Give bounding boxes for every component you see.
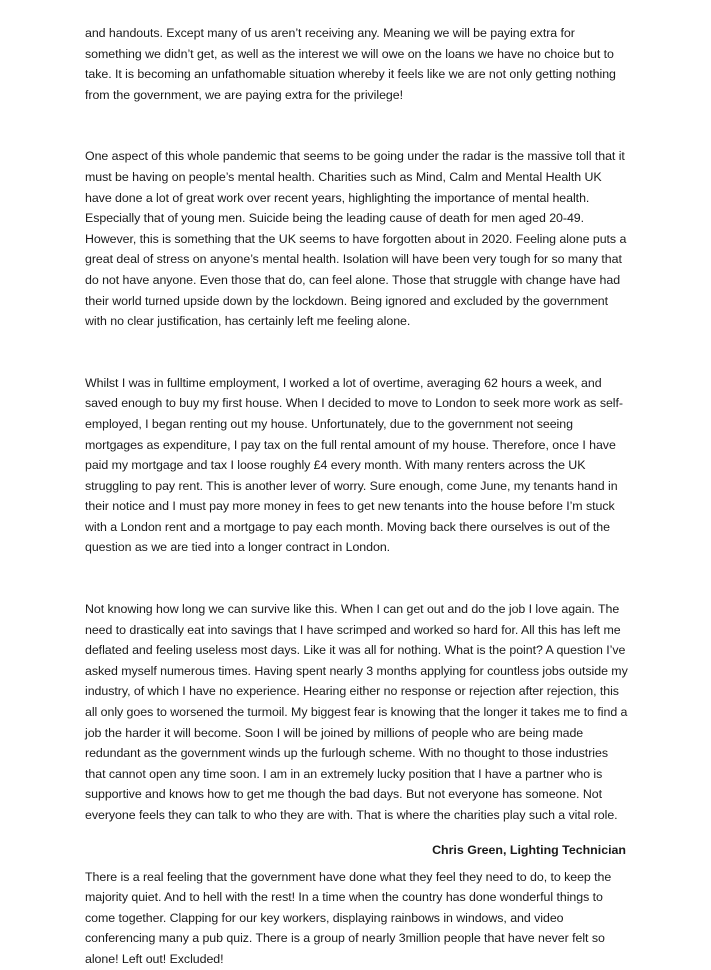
document-body xyxy=(85,23,630,970)
paragraph-handouts: and handouts. Except many of us aren’t receiving any. Meaning we will be paying extra for something we didn’t get, as well as the interest we will owe on the loans we have no choice but to take. It is becoming an unfathomable situation whereby it feels like we are not only getting nothing from the government, we are paying extra for the privilege! xyxy=(85,26,616,102)
paragraph-survival: Not knowing how long we can survive like this. When I can get out and do the job I love again. The need to drastically eat into savings that I have scrimped and worked so hard for. All this has left me deflated and feeling useless most days. Like it was all for nothing. What is the point? A question I’ve asked myself numerous times. Having spent nearly 3 months applying for countless jobs outside my industry, of which I have no experience. Hearing either no response or rejection after rejection, this all only goes to worsened the turmoil. My biggest fear is knowing that the longer it takes me to find a job the harder it will become. Soon I will be joined by millions of people who are being made redundant as the government winds up the furlough scheme. With no thought to those industries that cannot open any time soon. I am in an extremely lucky position that I have a partner who is supportive and knows how to get me though the bad days. But not everyone has someone. Not everyone feels they can talk to who they are with. That is where the charities play such a vital role. xyxy=(85,602,628,822)
author-signature: Chris Green, Lighting Technician xyxy=(432,843,626,857)
paragraph-conclusion: There is a real feeling that the government have done what they feel they need to do, to keep the majority quiet. And to hell with the rest! In a time when the country has done wonderful things to come together. Clapping for our key workers, displaying rainbows in windows, and video conferencing many a pub quiz. There is a group of nearly 3million people that have never felt so alone! Left out! Excluded! xyxy=(85,869,612,966)
paragraph-mental-health: One aspect of this whole pandemic that seems to be going under the radar is the massive toll that it must be having on people’s mental health. Charities such as Mind, Calm and Mental Health UK have done a lot of great work over recent years, highlighting the importance of mental health. Especially that of young men. Suicide being the leading cause of death for men aged 20-49. However, this is something that the UK seems to have forgotten about in 2020. Feeling alone puts a great deal of stress on anyone’s mental health. Isolation will have been very tough for so many that do not have anyone. Even those that do, can feel alone. Those that struggle with change have had their world turned upside down by the lockdown. Being ignored and excluded by the government with no clear justification, has certainly left me feeling alone. xyxy=(85,149,627,329)
paragraph-employment-house: Whilst I was in fulltime employment, I worked a lot of overtime, averaging 62 hours a week, and saved enough to buy my first house. When I decided to move to London to seek more work as self-employed, I began renting out my house. Unfortunately, due to the government not seeing mortgages as expenditure, I pay tax on the full rental amount of my house. Therefore, once I have paid my mortgage and tax I loose roughly £4 every month. With many renters across the UK struggling to pay rent. This is another lever of worry. Sure enough, come June, my tenants hand in their notice and I must pay more money in fees to get new tenants into the house before I’m stuck with a London rent and a mortgage to pay each month. Moving back there ourselves is out of the question as we are tied into a longer contract in London. xyxy=(85,375,623,555)
